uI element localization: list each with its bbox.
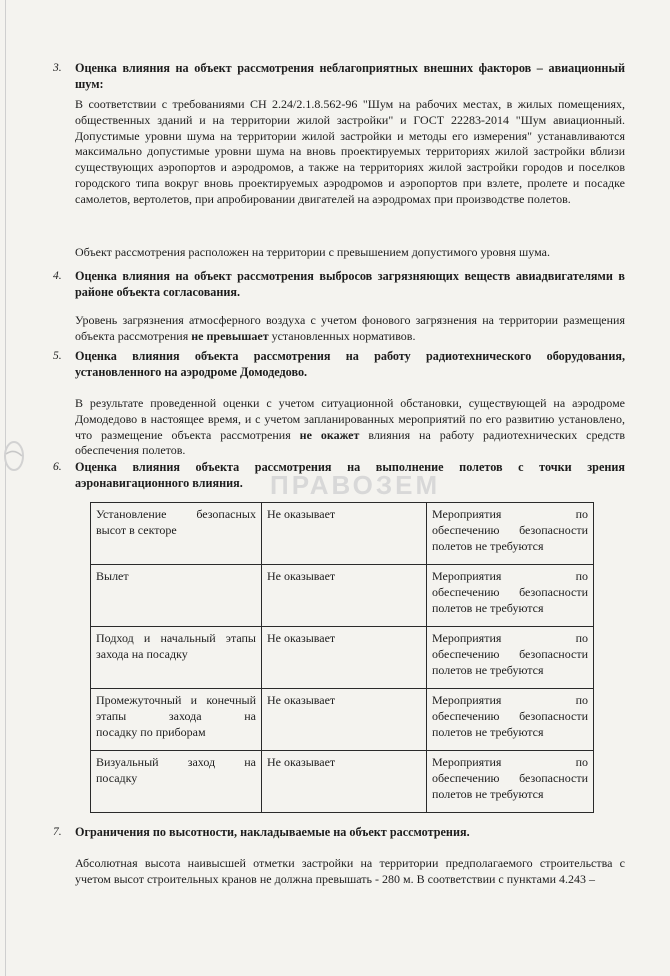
section-5-number: 5.: [53, 350, 62, 362]
flight-phase-text: Промежуточный и конечный этапы захода на: [96, 693, 256, 723]
measures-text-2: обеспечению безопасности: [432, 523, 588, 537]
section-4-heading: Оценка влияния на объект рассмотрения выбросов загрязняющих веществ авиадвигателями в районе объекта согласования.: [75, 269, 625, 299]
aeronavigation-table: [90, 502, 594, 813]
influence-cell: Не оказывает: [262, 565, 427, 627]
binder-hole-mark: [0, 430, 28, 480]
measures-text-1: Мероприятия по: [432, 569, 588, 583]
measures-text-3: полетов не требуются: [432, 539, 544, 553]
measures-text-1: Мероприятия по: [432, 755, 588, 769]
flight-phase-cell: [91, 565, 262, 627]
flight-phase-cell: [91, 503, 262, 565]
flight-phase-text-end: высот в секторе: [96, 523, 177, 537]
measures-cell: [427, 751, 594, 813]
influence-cell: Не оказывает: [262, 627, 427, 689]
section-7-heading: Ограничения по высотности, накладываемые на объект рассмотрения.: [75, 825, 470, 839]
flight-phase-cell: [91, 627, 262, 689]
section-5-text-bold: не окажет: [299, 427, 360, 442]
table-row: [91, 627, 594, 689]
measures-text-1: Мероприятия по: [432, 693, 588, 707]
table-row: [91, 565, 594, 627]
measures-cell: [427, 503, 594, 565]
flight-phase-text-end: захода на посадку: [96, 647, 188, 661]
table-row: [91, 689, 594, 751]
measures-text-2: обеспечению безопасности: [432, 709, 588, 723]
measures-cell: [427, 689, 594, 751]
section-4-text-end: установленных нормативов.: [271, 328, 416, 343]
measures-cell: [427, 627, 594, 689]
measures-text-2: обеспечению безопасности: [432, 585, 588, 599]
section-3-heading: Оценка влияния на объект рассмотрения неблагоприятных внешних факторов – авиационный шум:: [75, 61, 625, 91]
section-4-number: 4.: [53, 270, 62, 282]
section-5-paragraph: [75, 396, 625, 459]
section-4-paragraph: [75, 313, 625, 345]
flight-phase-text: Подход и начальный этапы: [96, 631, 256, 645]
flight-phase-text: Визуальный заход на: [96, 755, 256, 769]
section-4-text-bold: не превышает: [191, 328, 269, 343]
section-7-number: 7.: [53, 826, 62, 838]
measures-text-3: полетов не требуются: [432, 663, 544, 677]
measures-text-3: полетов не требуются: [432, 787, 544, 801]
measures-text-3: полетов не требуются: [432, 601, 544, 615]
flight-phase-cell: [91, 689, 262, 751]
measures-text-1: Мероприятия по: [432, 631, 588, 645]
table-row: [91, 751, 594, 813]
section-5-text-end: влияния на работу радиотехнических средств обеспечения полетов.: [75, 427, 626, 458]
flight-phase-text-end: посадку: [96, 771, 138, 785]
section-3-conclusion: Объект рассмотрения расположен на территории с превышением допустимого уровня шума.: [75, 245, 550, 259]
influence-cell: Не оказывает: [262, 689, 427, 751]
flight-phase-text-end: посадку по приборам: [96, 725, 206, 739]
page-edge-shadow: [5, 0, 6, 976]
section-3-number: 3.: [53, 62, 62, 74]
influence-cell: Не оказывает: [262, 751, 427, 813]
section-6-number: 6.: [53, 461, 62, 473]
flight-phase-text: Установление безопасных: [96, 507, 256, 521]
section-3-paragraph: В соответствии с требованиями СН 2.24/2.1.8.562-96 "Шум на рабочих местах, в жилых помещениях, общественных зданий и на территории жилой застройки" и ГОСТ 22283-2014 "Шум авиационный. Допустимые уровни шума на территории жилой застройки и методы его измерения" устанавливаются максимально допустимые уровни шума на вновь проектируемых территориях жилой застройки вблизи существующих аэропортов и аэродромов, а также на территориях жилой застройки городов и поселков городского типа вокруг вновь проектируемых аэродромов и аэропортов при взлете, пролете и посадке самолетов, вертолетов, при апробировании двигателей на аэродромах при производстве полетов.: [75, 97, 625, 206]
measures-text-1: Мероприятия по: [432, 507, 588, 521]
section-7-paragraph: Абсолютная высота наивысшей отметки застройки на территории предполагаемого строительства с учетом высот строительных кранов не должна превышать - 280 м. В соответствии с пунктами 4.243 –: [75, 856, 625, 886]
section-5-heading: Оценка влияния объекта рассмотрения на работу радиотехнического оборудования, установленного на аэродроме Домодедово.: [75, 349, 625, 379]
section-6-heading: Оценка влияния объекта рассмотрения на выполнение полетов с точки зрения аэронавигационного влияния.: [75, 460, 625, 490]
measures-cell: [427, 565, 594, 627]
flight-phase-text-end: Вылет: [96, 569, 129, 583]
section-5-text-start: В результате проведенной оценки с учетом ситуационной обстановки, существующей на аэродроме Домодедово в настоящее время, и с учетом запланированных мероприятий по его развитию установлено, что размещение объекта рассмотрения: [75, 396, 625, 442]
section-4-text-start: Уровень загрязнения атмосферного воздуха с учетом фонового загрязнения на территории размещения объекта рассмотрения: [75, 313, 625, 343]
table-row: [91, 503, 594, 565]
influence-cell: Не оказывает: [262, 503, 427, 565]
watermark: ПРАВОЗЕМ: [270, 470, 441, 500]
flight-phase-cell: [91, 751, 262, 813]
measures-text-2: обеспечению безопасности: [432, 771, 588, 785]
measures-text-3: полетов не требуются: [432, 725, 544, 739]
measures-text-2: обеспечению безопасности: [432, 647, 588, 661]
